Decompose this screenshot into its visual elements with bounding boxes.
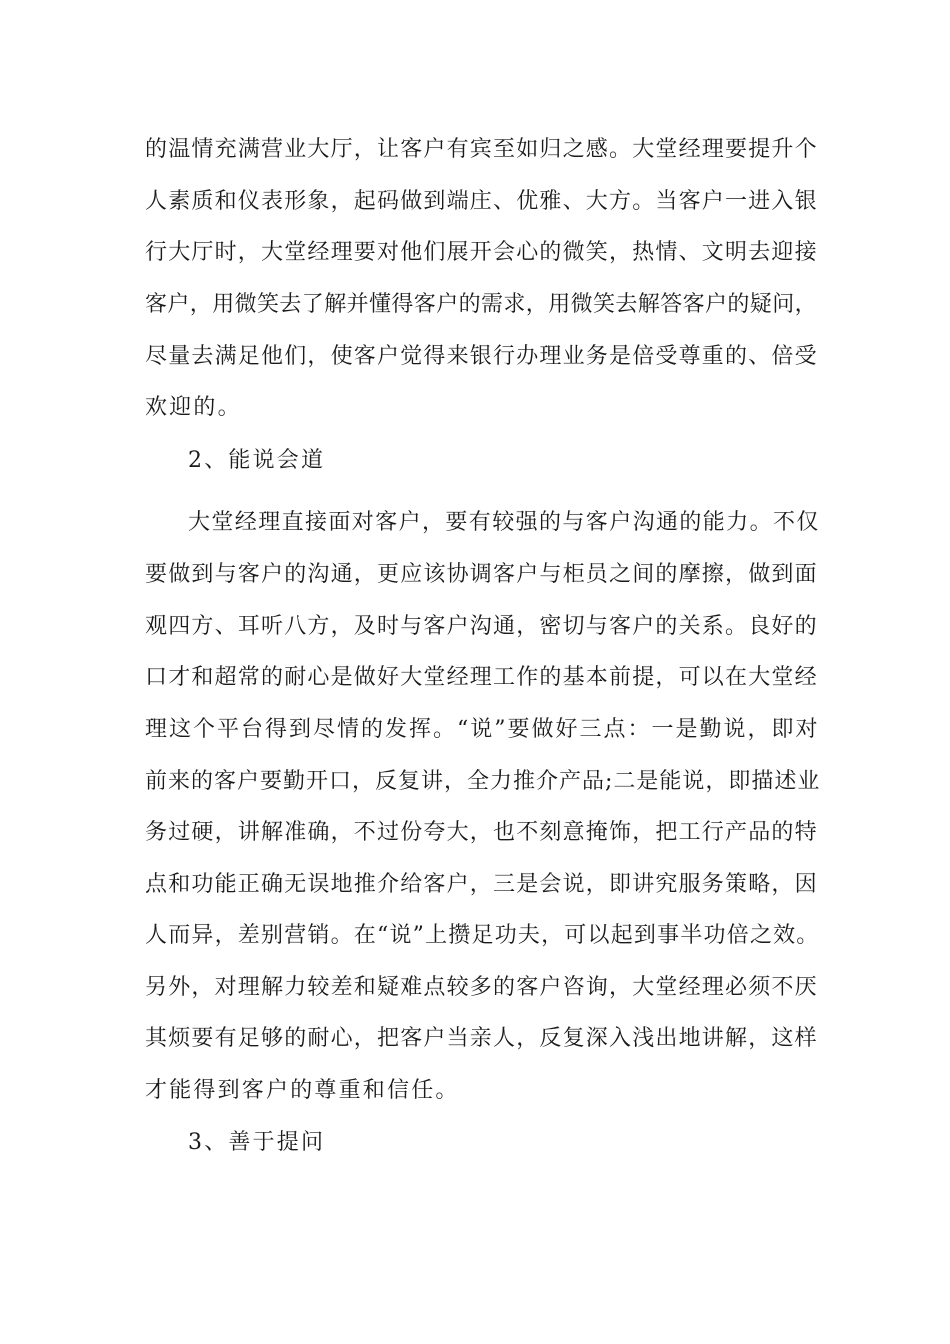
paragraph2-line-7: 务过硬，讲解准确，不过份夸大，也不刻意掩饰，把工行产品的特 — [145, 820, 818, 845]
paragraph1-line-4: 客户，用微笑去了解并懂得客户的需求，用微笑去解答客户的疑问， — [145, 292, 818, 317]
paragraph2-line-12: 才能得到客户的尊重和信任。 — [145, 1078, 460, 1103]
paragraph2-line-5: 理这个平台得到尽情的发挥。“说”要做好三点：一是勤说，即对 — [145, 717, 820, 742]
paragraph2-line-6: 前来的客户要勤开口，反复讲，全力推介产品;二是能说，即描述业 — [145, 769, 821, 794]
paragraph2-line-3: 观四方、耳听八方，及时与客户沟通，密切与客户的关系。良好的 — [145, 614, 818, 639]
paragraph2-line-11: 其烦要有足够的耐心，把客户当亲人，反复深入浅出地讲解，这样 — [145, 1026, 818, 1051]
paragraph1-line-6: 欢迎的。 — [145, 395, 242, 420]
paragraph2-line-2: 要做到与客户的沟通，更应该协调客户与柜员之间的摩擦，做到面 — [145, 562, 818, 587]
paragraph1-line-5: 尽量去满足他们，使客户觉得来银行办理业务是倍受尊重的、倍受 — [145, 344, 818, 369]
paragraph1-line-3: 行大厅时，大堂经理要对他们展开会心的微笑，热情、文明去迎接 — [145, 240, 818, 265]
paragraph1-line-2: 人素质和仪表形象，起码做到端庄、优雅、大方。当客户一进入银 — [145, 189, 818, 214]
paragraph2-line-10: 另外，对理解力较差和疑难点较多的客户咨询，大堂经理必须不厌 — [145, 975, 818, 1000]
section-heading-3: 3、善于提问 — [188, 1130, 326, 1155]
section-heading-2: 2、能说会道 — [188, 448, 326, 473]
paragraph2-line-9: 人而异，差别营销。在“说”上攒足功夫，可以起到事半功倍之效。 — [145, 923, 820, 948]
paragraph2-line-8: 点和功能正确无误地推介给客户，三是会说，即讲究服务策略，因 — [145, 872, 818, 897]
paragraph1-line-1: 的温情充满营业大厅，让客户有宾至如归之感。大堂经理要提升个 — [145, 137, 818, 162]
paragraph2-line-4: 口才和超常的耐心是做好大堂经理工作的基本前提，可以在大堂经 — [145, 665, 818, 690]
paragraph2-line-1: 大堂经理直接面对客户，要有较强的与客户沟通的能力。不仅 — [188, 510, 820, 535]
